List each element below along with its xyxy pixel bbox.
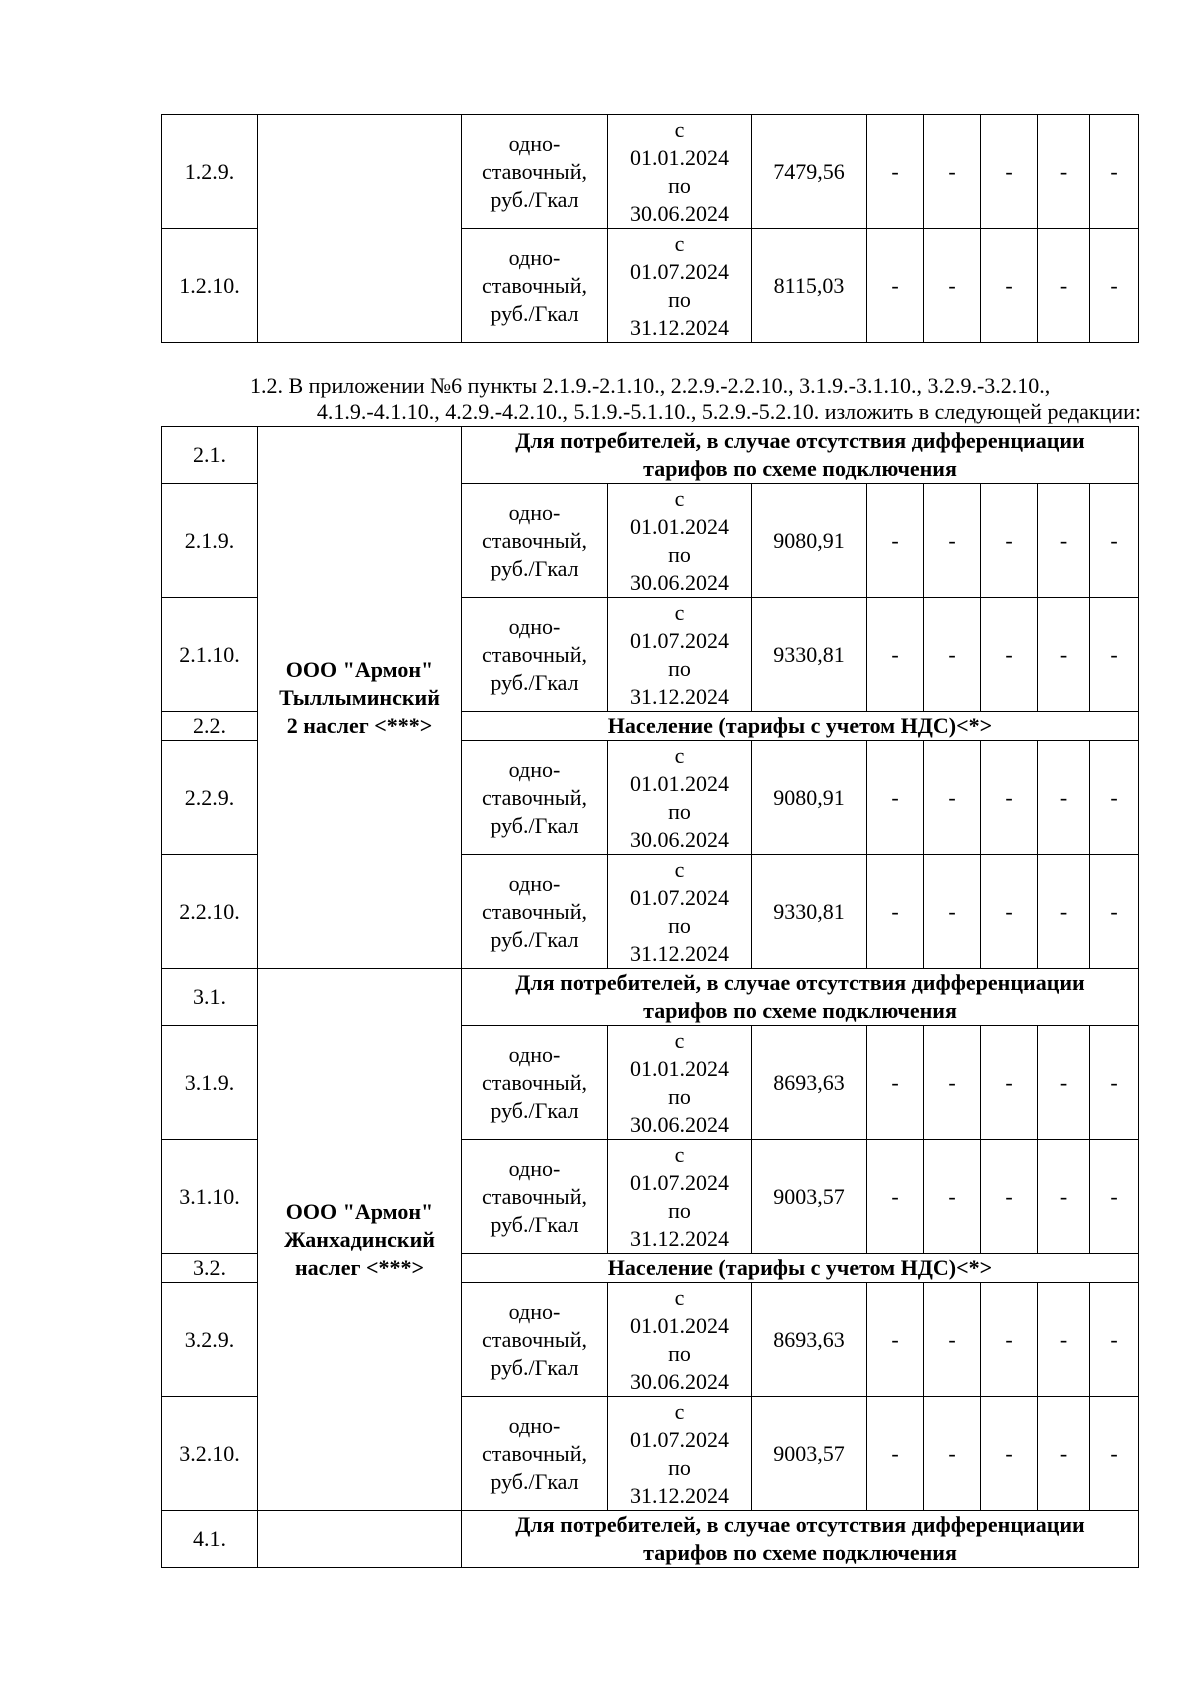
- section-header: Для потребителей, в случае отсутствия дифференциации тарифов по схеме подключения: [462, 1511, 1139, 1568]
- dash-cell: -: [1090, 741, 1139, 855]
- unit-cell: одно- ставочный, руб./Гкал: [462, 1140, 608, 1254]
- unit-cell: одно- ставочный, руб./Гкал: [462, 741, 608, 855]
- period-cell: с 01.01.2024 по 30.06.2024: [608, 115, 752, 229]
- row-number: 2.2.: [162, 712, 258, 741]
- section-header: Для потребителей, в случае отсутствия дифференциации тарифов по схеме подключения: [462, 969, 1139, 1026]
- period-cell: с 01.01.2024 по 30.06.2024: [608, 484, 752, 598]
- tariff-value: 7479,56: [752, 115, 867, 229]
- period-cell: с 01.07.2024 по 31.12.2024: [608, 598, 752, 712]
- dash-cell: -: [924, 229, 981, 343]
- dash-cell: -: [924, 741, 981, 855]
- tariff-value: 8693,63: [752, 1026, 867, 1140]
- section-header-row: [162, 1511, 1139, 1568]
- dash-cell: -: [924, 1283, 981, 1397]
- organization-cell: ООО "Армон" Жанхадинский наслег <***>: [258, 969, 462, 1511]
- dash-cell: -: [981, 1140, 1038, 1254]
- tariff-value: 8115,03: [752, 229, 867, 343]
- dash-cell: -: [981, 1397, 1038, 1511]
- unit-cell: одно- ставочный, руб./Гкал: [462, 598, 608, 712]
- dash-cell: -: [924, 855, 981, 969]
- section-header-row: [162, 969, 1139, 1026]
- dash-cell: -: [1090, 115, 1139, 229]
- row-number: 3.2.: [162, 1254, 258, 1283]
- dash-cell: -: [1038, 484, 1090, 598]
- row-number: 3.2.10.: [162, 1397, 258, 1511]
- tariff-value: 9080,91: [752, 741, 867, 855]
- section-header: Население (тарифы с учетом НДС)<*>: [462, 1254, 1139, 1283]
- section-header: Население (тарифы с учетом НДС)<*>: [462, 712, 1139, 741]
- section-header-row: [162, 427, 1139, 484]
- dash-cell: -: [1090, 1397, 1139, 1511]
- row-number: 3.1.10.: [162, 1140, 258, 1254]
- dash-cell: -: [1038, 855, 1090, 969]
- dash-cell: -: [981, 484, 1038, 598]
- dash-cell: -: [1038, 1026, 1090, 1140]
- row-number: 3.1.: [162, 969, 258, 1026]
- dash-cell: -: [867, 1397, 924, 1511]
- amendment-paragraph-line-2: 4.1.9.-4.1.10., 4.2.9.-4.2.10., 5.1.9.-5.1.10., 5.2.9.-5.2.10. изложить в следующей редакции:: [316, 399, 1141, 424]
- dash-cell: -: [867, 598, 924, 712]
- dash-cell: -: [1038, 598, 1090, 712]
- tariff-value: 9330,81: [752, 598, 867, 712]
- tariff-value: 9003,57: [752, 1397, 867, 1511]
- dash-cell: -: [1090, 229, 1139, 343]
- dash-cell: -: [981, 115, 1038, 229]
- dash-cell: -: [1038, 1283, 1090, 1397]
- dash-cell: -: [981, 1026, 1038, 1140]
- dash-cell: -: [981, 741, 1038, 855]
- row-number: 3.1.9.: [162, 1026, 258, 1140]
- period-cell: с 01.01.2024 по 30.06.2024: [608, 741, 752, 855]
- dash-cell: -: [1038, 1140, 1090, 1254]
- row-number: 4.1.: [162, 1511, 258, 1568]
- unit-cell: одно- ставочный, руб./Гкал: [462, 229, 608, 343]
- unit-cell: одно- ставочный, руб./Гкал: [462, 855, 608, 969]
- dash-cell: -: [867, 1026, 924, 1140]
- unit-cell: одно- ставочный, руб./Гкал: [462, 115, 608, 229]
- tariff-table-continued: [161, 114, 1139, 343]
- tariff-table-main: [161, 426, 1139, 1568]
- dash-cell: -: [1038, 229, 1090, 343]
- dash-cell: -: [867, 1140, 924, 1254]
- dash-cell: -: [1090, 1140, 1139, 1254]
- unit-cell: одно- ставочный, руб./Гкал: [462, 484, 608, 598]
- row-number: 1.2.9.: [162, 115, 258, 229]
- dash-cell: -: [981, 855, 1038, 969]
- organization-cell: ООО "Армон" Тыллыминский 2 наслег <***>: [258, 427, 462, 969]
- section-header: Для потребителей, в случае отсутствия дифференциации тарифов по схеме подключения: [462, 427, 1139, 484]
- dash-cell: -: [924, 115, 981, 229]
- tariff-value: 8693,63: [752, 1283, 867, 1397]
- period-cell: с 01.01.2024 по 30.06.2024: [608, 1283, 752, 1397]
- dash-cell: -: [867, 115, 924, 229]
- dash-cell: -: [924, 1397, 981, 1511]
- dash-cell: -: [924, 598, 981, 712]
- period-cell: с 01.07.2024 по 31.12.2024: [608, 1397, 752, 1511]
- unit-cell: одно- ставочный, руб./Гкал: [462, 1026, 608, 1140]
- row-number: 2.2.9.: [162, 741, 258, 855]
- period-cell: с 01.07.2024 по 31.12.2024: [608, 229, 752, 343]
- dash-cell: -: [924, 1026, 981, 1140]
- row-number: 2.1.9.: [162, 484, 258, 598]
- tariff-value: 9003,57: [752, 1140, 867, 1254]
- dash-cell: -: [867, 741, 924, 855]
- row-number: 2.1.10.: [162, 598, 258, 712]
- amendment-paragraph-line-1: 1.2. В приложении №6 пункты 2.1.9.-2.1.10., 2.2.9.-2.2.10., 3.1.9.-3.1.10., 3.2.9.-3.2.10.,: [250, 373, 1051, 398]
- row-number: 2.1.: [162, 427, 258, 484]
- dash-cell: -: [1038, 1397, 1090, 1511]
- dash-cell: -: [1090, 598, 1139, 712]
- dash-cell: -: [1038, 741, 1090, 855]
- dash-cell: -: [867, 1283, 924, 1397]
- dash-cell: -: [1090, 1283, 1139, 1397]
- row-number: 3.2.9.: [162, 1283, 258, 1397]
- table-row: [162, 115, 1139, 229]
- dash-cell: -: [981, 229, 1038, 343]
- dash-cell: -: [981, 1283, 1038, 1397]
- dash-cell: -: [867, 855, 924, 969]
- period-cell: с 01.07.2024 по 31.12.2024: [608, 855, 752, 969]
- tariff-value: 9330,81: [752, 855, 867, 969]
- org-cell-empty: [258, 115, 462, 343]
- unit-cell: одно- ставочный, руб./Гкал: [462, 1283, 608, 1397]
- period-cell: с 01.01.2024 по 30.06.2024: [608, 1026, 752, 1140]
- dash-cell: -: [1090, 1026, 1139, 1140]
- organization-cell: [258, 1511, 462, 1568]
- dash-cell: -: [1090, 855, 1139, 969]
- dash-cell: -: [867, 484, 924, 598]
- dash-cell: -: [1038, 115, 1090, 229]
- dash-cell: -: [924, 484, 981, 598]
- dash-cell: -: [924, 1140, 981, 1254]
- tariff-value: 9080,91: [752, 484, 867, 598]
- dash-cell: -: [867, 229, 924, 343]
- dash-cell: -: [981, 598, 1038, 712]
- unit-cell: одно- ставочный, руб./Гкал: [462, 1397, 608, 1511]
- dash-cell: -: [1090, 484, 1139, 598]
- period-cell: с 01.07.2024 по 31.12.2024: [608, 1140, 752, 1254]
- row-number: 2.2.10.: [162, 855, 258, 969]
- row-number: 1.2.10.: [162, 229, 258, 343]
